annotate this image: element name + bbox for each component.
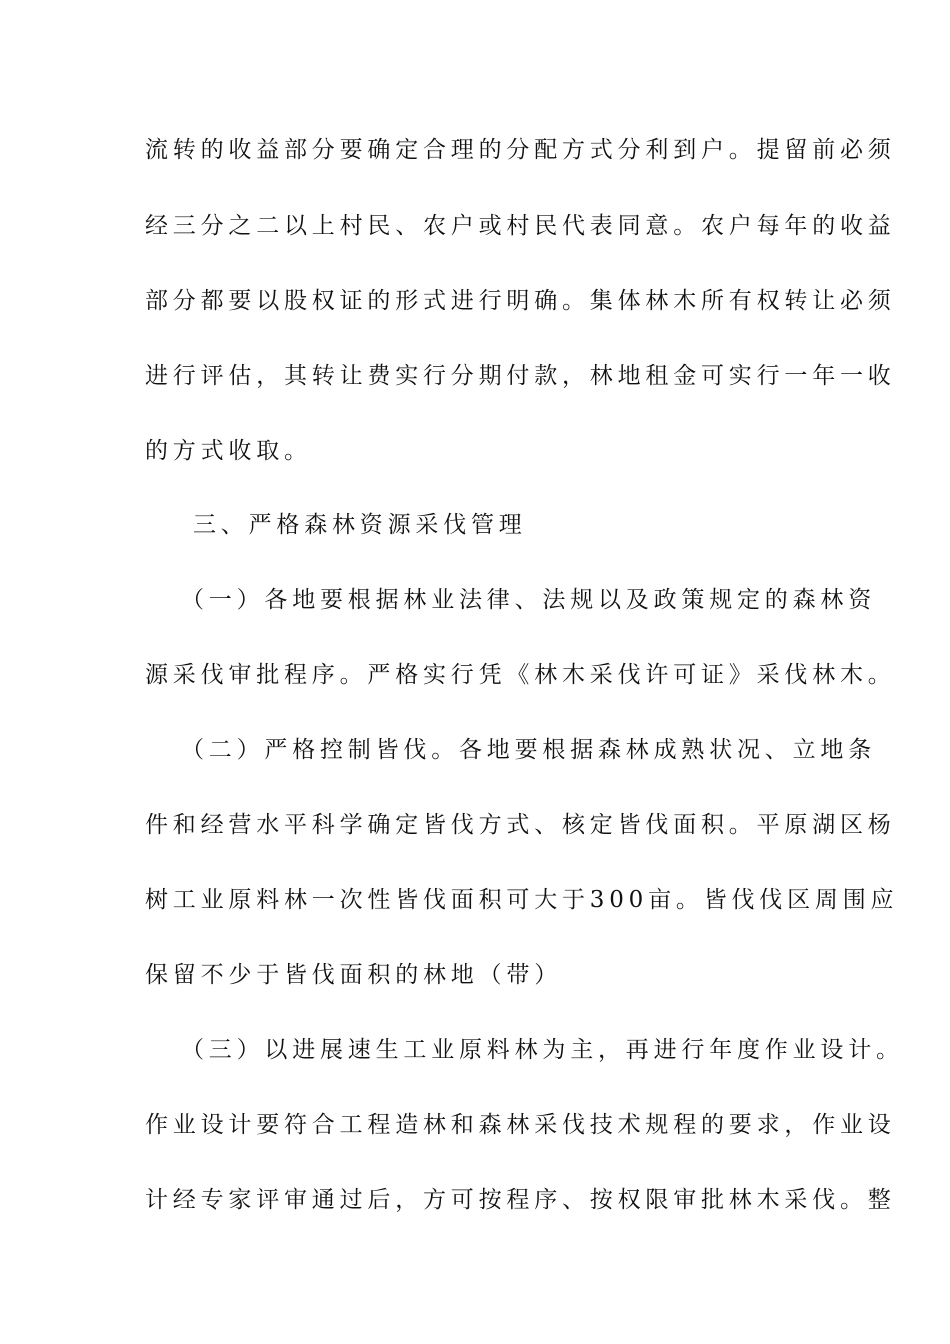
body-text-line: 的方式收取。 (145, 438, 312, 464)
body-text-line: （一）各地要根据林业法律、法规以及政策规定的森林资 (181, 587, 876, 613)
body-text-line: 作业设计要符合工程造林和森林采伐技术规程的要求，作业设 (145, 1112, 896, 1138)
body-text-line: 计经专家评审通过后，方可按程序、按权限审批林木采伐。整 (145, 1187, 896, 1213)
body-text-line: 源采伐审批程序。严格实行凭《林木采伐许可证》采伐林木。 (145, 662, 896, 688)
body-text-line: （二）严格控制皆伐。各地要根据森林成熟状况、立地条 (181, 737, 876, 763)
body-text-line: 件和经营水平科学确定皆伐方式、核定皆伐面积。平原湖区杨 (145, 812, 896, 838)
body-text-line: 保留不少于皆伐面积的林地（带） (145, 962, 562, 988)
body-text-line: （三）以进展速生工业原料林为主，再进行年度作业设计。 (181, 1037, 904, 1063)
body-text-line: 进行评估，其转让费实行分期付款，林地租金可实行一年一收 (145, 363, 896, 389)
section-heading: 三、严格森林资源采伐管理 (193, 512, 527, 538)
body-text-line: 部分都要以股权证的形式进行明确。集体林木所有权转让必须 (145, 288, 896, 314)
body-text-line: 经三分之二以上村民、农户或村民代表同意。农户每年的收益 (145, 213, 896, 239)
body-text-line: 流转的收益部分要确定合理的分配方式分利到户。提留前必须 (145, 137, 896, 163)
body-text-line: 树工业原料林一次性皆伐面积可大于300亩。皆伐伐区周围应 (145, 887, 899, 913)
